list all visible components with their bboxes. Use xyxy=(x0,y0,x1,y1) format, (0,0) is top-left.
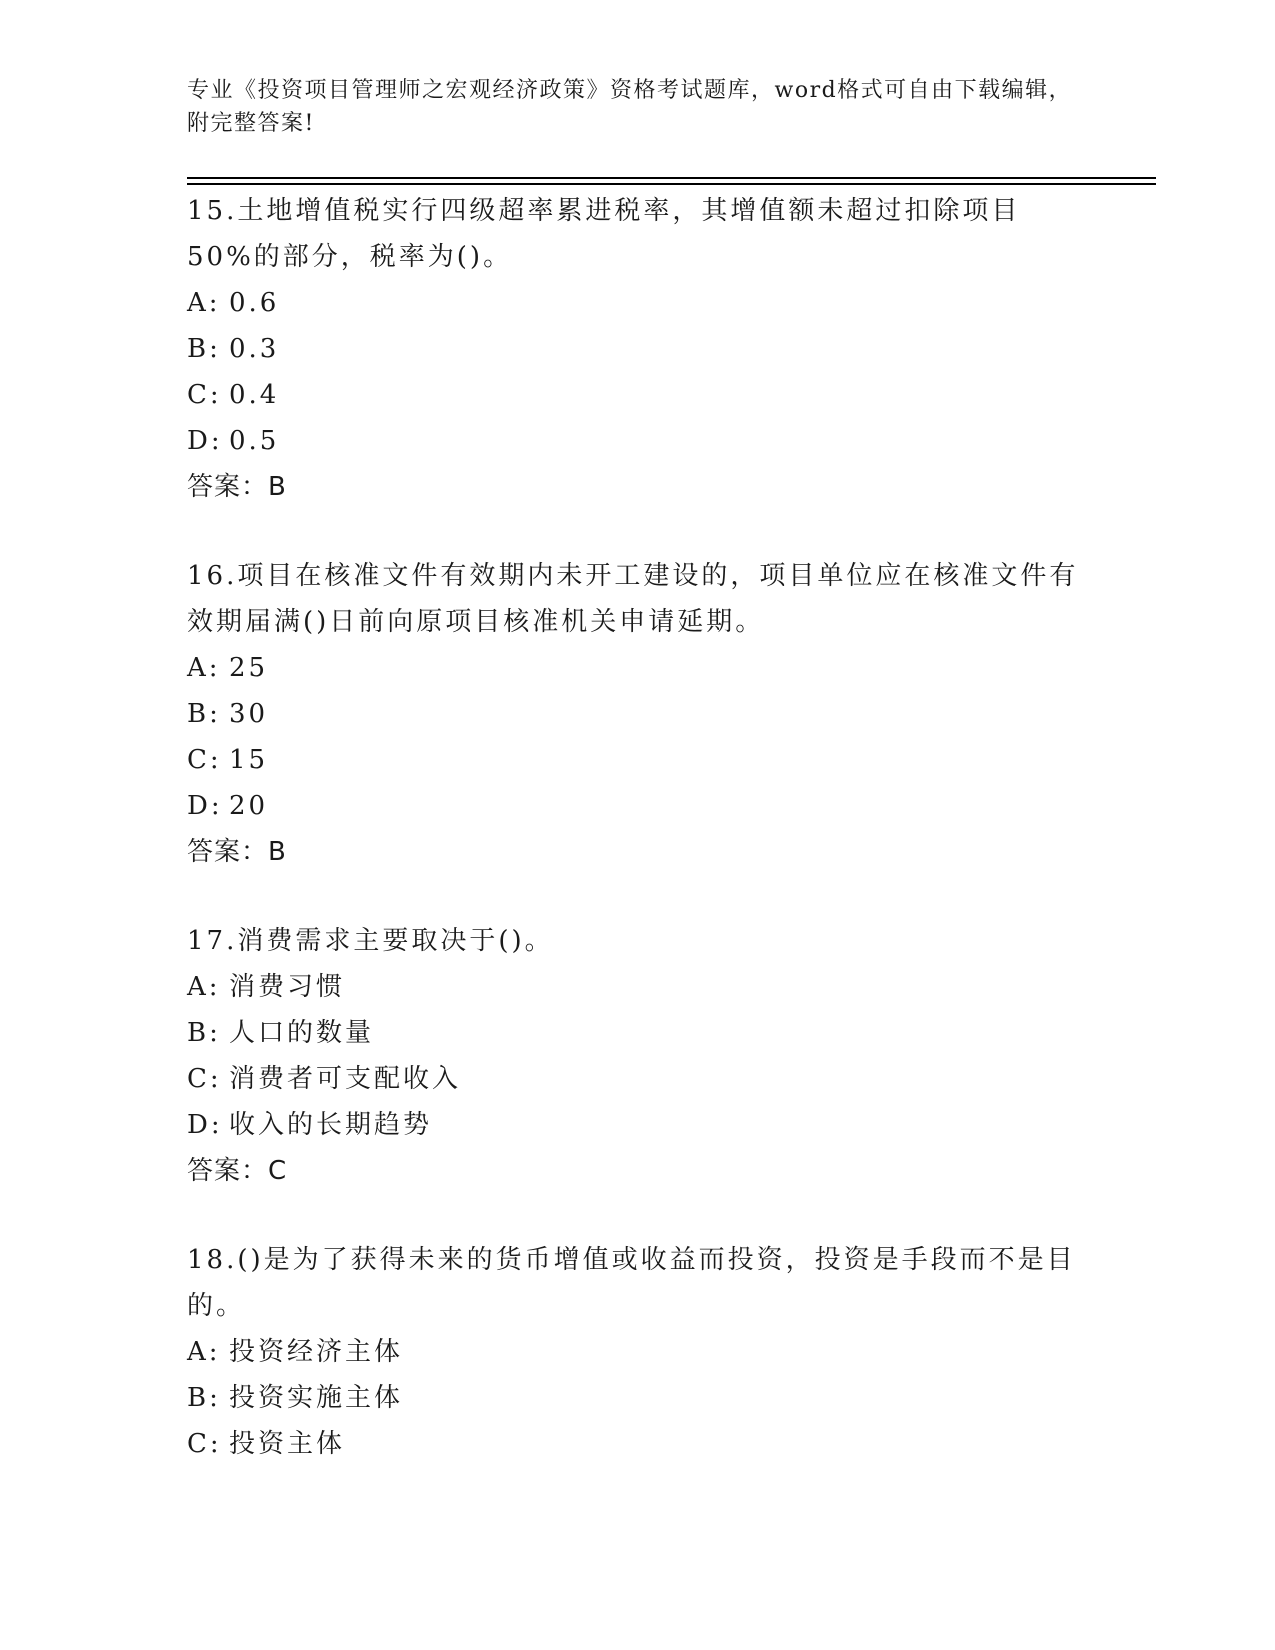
question-17 xyxy=(187,918,1087,1194)
option-label: A: xyxy=(187,653,221,683)
question-stem: 15.土地增值税实行四级超率累进税率，其增值额未超过扣除项目50%的部分，税率为()。 xyxy=(187,196,1021,272)
option-label: B: xyxy=(187,334,221,364)
option-text: 消费习惯 xyxy=(229,972,346,1002)
option-text: 投资主体 xyxy=(229,1429,346,1459)
option-label: C: xyxy=(187,1064,222,1094)
header-divider-bottom xyxy=(187,183,1156,185)
answer: 答案：B xyxy=(187,837,287,867)
option-label: C: xyxy=(187,745,222,775)
option-text: 30 xyxy=(229,699,269,729)
option-c xyxy=(187,1056,1087,1102)
option-d xyxy=(187,1102,1087,1148)
option-label: A: xyxy=(187,972,221,1002)
option-text: 收入的长期趋势 xyxy=(229,1110,433,1140)
option-text: 20 xyxy=(229,791,269,821)
option-text: 人口的数量 xyxy=(229,1018,375,1048)
answer: 答案：C xyxy=(187,1156,288,1186)
question-15 xyxy=(187,188,1087,510)
question-18 xyxy=(187,1237,1087,1467)
option-c xyxy=(187,372,1087,418)
question-16 xyxy=(187,553,1087,875)
option-text: 0.4 xyxy=(229,380,280,410)
answer: 答案：B xyxy=(187,472,287,502)
question-stem: 17.消费需求主要取决于()。 xyxy=(187,926,554,956)
option-b xyxy=(187,326,1087,372)
option-a xyxy=(187,1329,1087,1375)
option-text: 消费者可支配收入 xyxy=(229,1064,462,1094)
option-label: D: xyxy=(187,1110,223,1140)
option-a xyxy=(187,280,1087,326)
option-b xyxy=(187,691,1087,737)
option-b xyxy=(187,1010,1087,1056)
option-text: 0.3 xyxy=(229,334,280,364)
option-text: 投资经济主体 xyxy=(229,1337,404,1367)
header-divider-top xyxy=(187,177,1156,179)
option-label: B: xyxy=(187,1018,221,1048)
option-label: D: xyxy=(187,426,223,456)
option-label: B: xyxy=(187,699,221,729)
option-label: C: xyxy=(187,380,222,410)
option-text: 25 xyxy=(229,653,269,683)
question-stem: 18.()是为了获得未来的货币增值或收益而投资，投资是手段而不是目的。 xyxy=(187,1245,1076,1321)
option-c xyxy=(187,737,1087,783)
option-c xyxy=(187,1421,1087,1467)
option-label: A: xyxy=(187,288,221,318)
option-text: 投资实施主体 xyxy=(229,1383,404,1413)
option-label: C: xyxy=(187,1429,222,1459)
option-text: 0.5 xyxy=(229,426,280,456)
option-text: 0.6 xyxy=(229,288,280,318)
option-a xyxy=(187,645,1087,691)
document-header: 专业《投资项目管理师之宏观经济政策》资格考试题库，word格式可自由下载编辑，附完整答案! xyxy=(187,78,1073,136)
option-d xyxy=(187,418,1087,464)
option-label: B: xyxy=(187,1383,221,1413)
option-b xyxy=(187,1375,1087,1421)
option-d xyxy=(187,783,1087,829)
question-stem: 16.项目在核准文件有效期内未开工建设的，项目单位应在核准文件有效期届满()日前向原项目核准机关申请延期。 xyxy=(187,561,1079,637)
option-label: A: xyxy=(187,1337,221,1367)
option-label: D: xyxy=(187,791,223,821)
option-text: 15 xyxy=(229,745,269,775)
option-a xyxy=(187,964,1087,1010)
